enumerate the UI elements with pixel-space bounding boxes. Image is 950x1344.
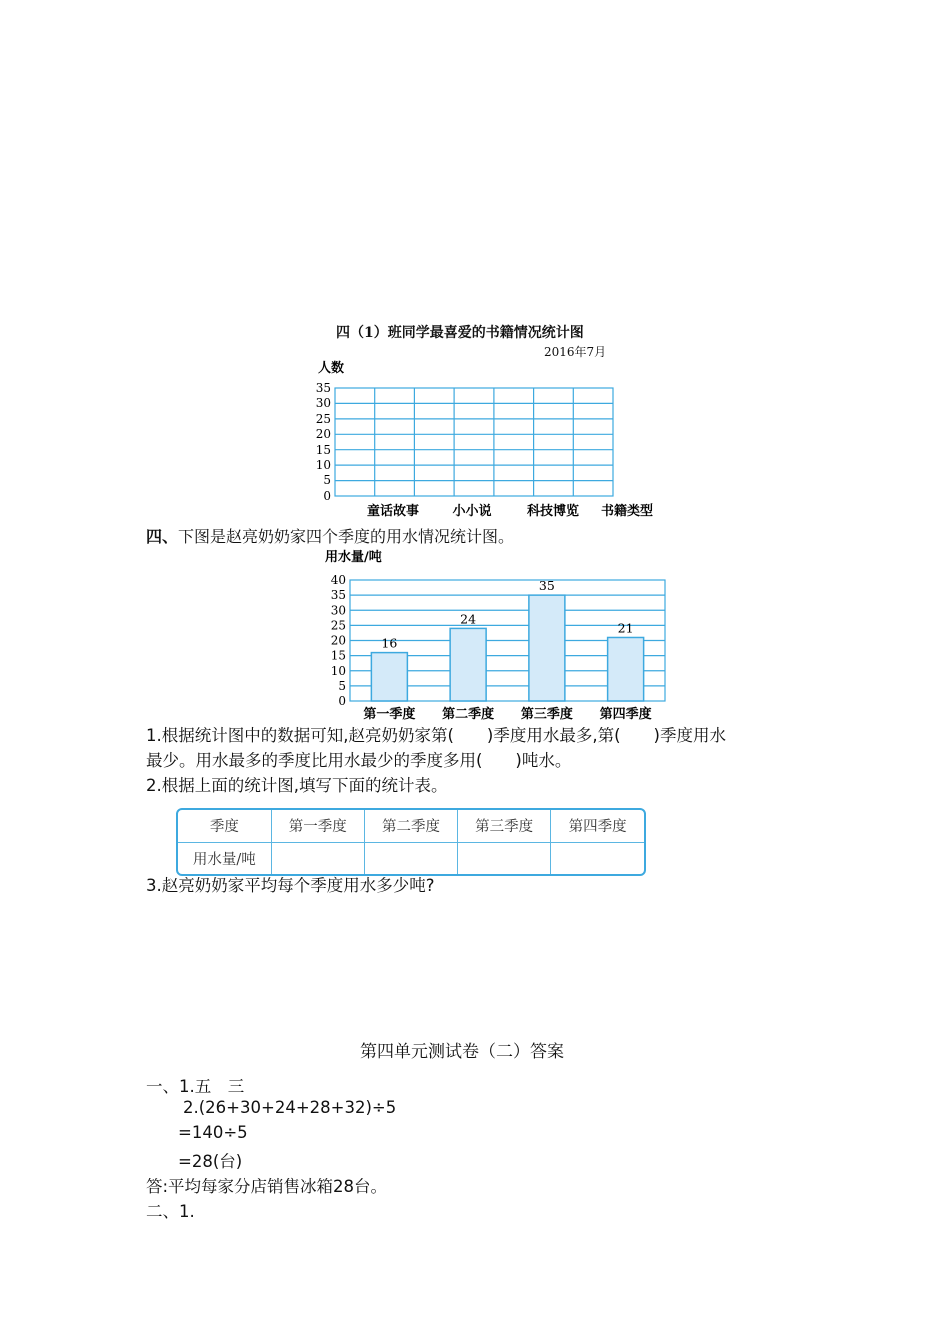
- answer-title: 第四单元测试卷（二）答案: [360, 1042, 564, 1062]
- chart2-category: 第四季度: [599, 707, 652, 722]
- table-header-cell: 第一季度: [271, 810, 364, 842]
- chart2-ytick: 35: [330, 588, 346, 603]
- chart1-title: 四（1）班同学最喜爱的书籍情况统计图: [336, 325, 584, 341]
- table-blank-cell[interactable]: [364, 842, 457, 874]
- chart2-value-label: 24: [460, 611, 477, 627]
- chart1-ytick: 25: [315, 412, 331, 426]
- chart1-ytick: 20: [315, 427, 331, 441]
- answer-line: =28(台): [178, 1152, 243, 1171]
- water-stats-table: [176, 808, 646, 876]
- chart2-value-label: 16: [381, 635, 398, 651]
- chart1-ytick: 5: [323, 473, 331, 487]
- chart2-ytick: 25: [330, 618, 346, 633]
- chart1-xlabel: 书籍类型: [600, 504, 654, 519]
- section-text: 下图是赵亮奶奶家四个季度的用水情况统计图。: [178, 527, 515, 546]
- blank-book-chart: [310, 358, 670, 520]
- chart1-category: 小小说: [452, 504, 492, 519]
- water-usage-chart: [315, 545, 675, 725]
- question-2: 2.根据上面的统计图,填写下面的统计表。: [146, 776, 448, 795]
- chart1-ytick: 0: [323, 489, 331, 503]
- chart2-value-label: 21: [617, 620, 634, 636]
- table-header-cell: 第二季度: [364, 810, 457, 842]
- chart2-ytick: 40: [330, 573, 346, 587]
- answer-line: =140÷5: [178, 1123, 248, 1142]
- chart2-ytick: 0: [338, 694, 346, 708]
- chart2-bar: [450, 628, 486, 701]
- answer-line: 一、1.五 三: [146, 1077, 245, 1096]
- chart2-category: 第三季度: [520, 707, 573, 722]
- chart2-ytick: 15: [330, 648, 346, 663]
- section-number: 四、: [146, 527, 179, 546]
- chart1-category: 童话故事: [366, 504, 420, 519]
- table-blank-cell[interactable]: [458, 842, 551, 874]
- chart2-ylabel: 用水量/吨: [325, 550, 382, 565]
- table-blank-cell[interactable]: [271, 842, 364, 874]
- chart2-category: 第一季度: [363, 707, 416, 722]
- chart1-grid: [335, 388, 613, 496]
- chart1-ytick: 30: [315, 396, 331, 410]
- table-header-cell: 第三季度: [458, 810, 551, 842]
- chart2-bar: [371, 653, 407, 701]
- chart2-ytick: 20: [330, 633, 346, 648]
- table-blank-cell[interactable]: [551, 842, 644, 874]
- table-header-cell: 第四季度: [551, 810, 644, 842]
- chart1-ylabel: 人数: [318, 361, 345, 376]
- answer-line: 2.(26+30+24+28+32)÷5: [183, 1098, 397, 1117]
- chart2-category: 第二季度: [442, 707, 495, 722]
- chart2-bar: [608, 637, 644, 701]
- chart1-category: 科技博览: [526, 504, 580, 519]
- table-row: [178, 842, 644, 874]
- section-heading: [146, 524, 514, 547]
- chart1-date: 2016年7月: [544, 345, 607, 359]
- question-1-line-2: 最少。用水最多的季度比用水最少的季度多用( )吨水。: [146, 751, 572, 770]
- answer-line: 二、1.: [146, 1202, 195, 1221]
- chart2-ytick: 10: [330, 663, 346, 678]
- table-row-label: 用水量/吨: [178, 842, 271, 874]
- table-header-cell: 季度: [178, 810, 271, 842]
- question-3: 3.赵亮奶奶家平均每个季度用水多少吨?: [146, 876, 435, 895]
- table-header-row: [178, 810, 644, 842]
- chart2-ytick: 30: [330, 603, 346, 618]
- chart1-ytick: 35: [315, 381, 331, 395]
- question-1-line-1: 1.根据统计图中的数据可知,赵亮奶奶家第( )季度用水最多,第( )季度用水: [146, 726, 726, 745]
- chart2-value-label: 35: [538, 578, 555, 594]
- answer-line: 答:平均每家分店销售冰箱28台。: [146, 1177, 388, 1196]
- chart2-bar: [529, 595, 565, 701]
- chart1-ytick: 10: [315, 458, 331, 472]
- chart1-ytick: 15: [315, 443, 331, 457]
- chart2-ytick: 5: [338, 678, 346, 693]
